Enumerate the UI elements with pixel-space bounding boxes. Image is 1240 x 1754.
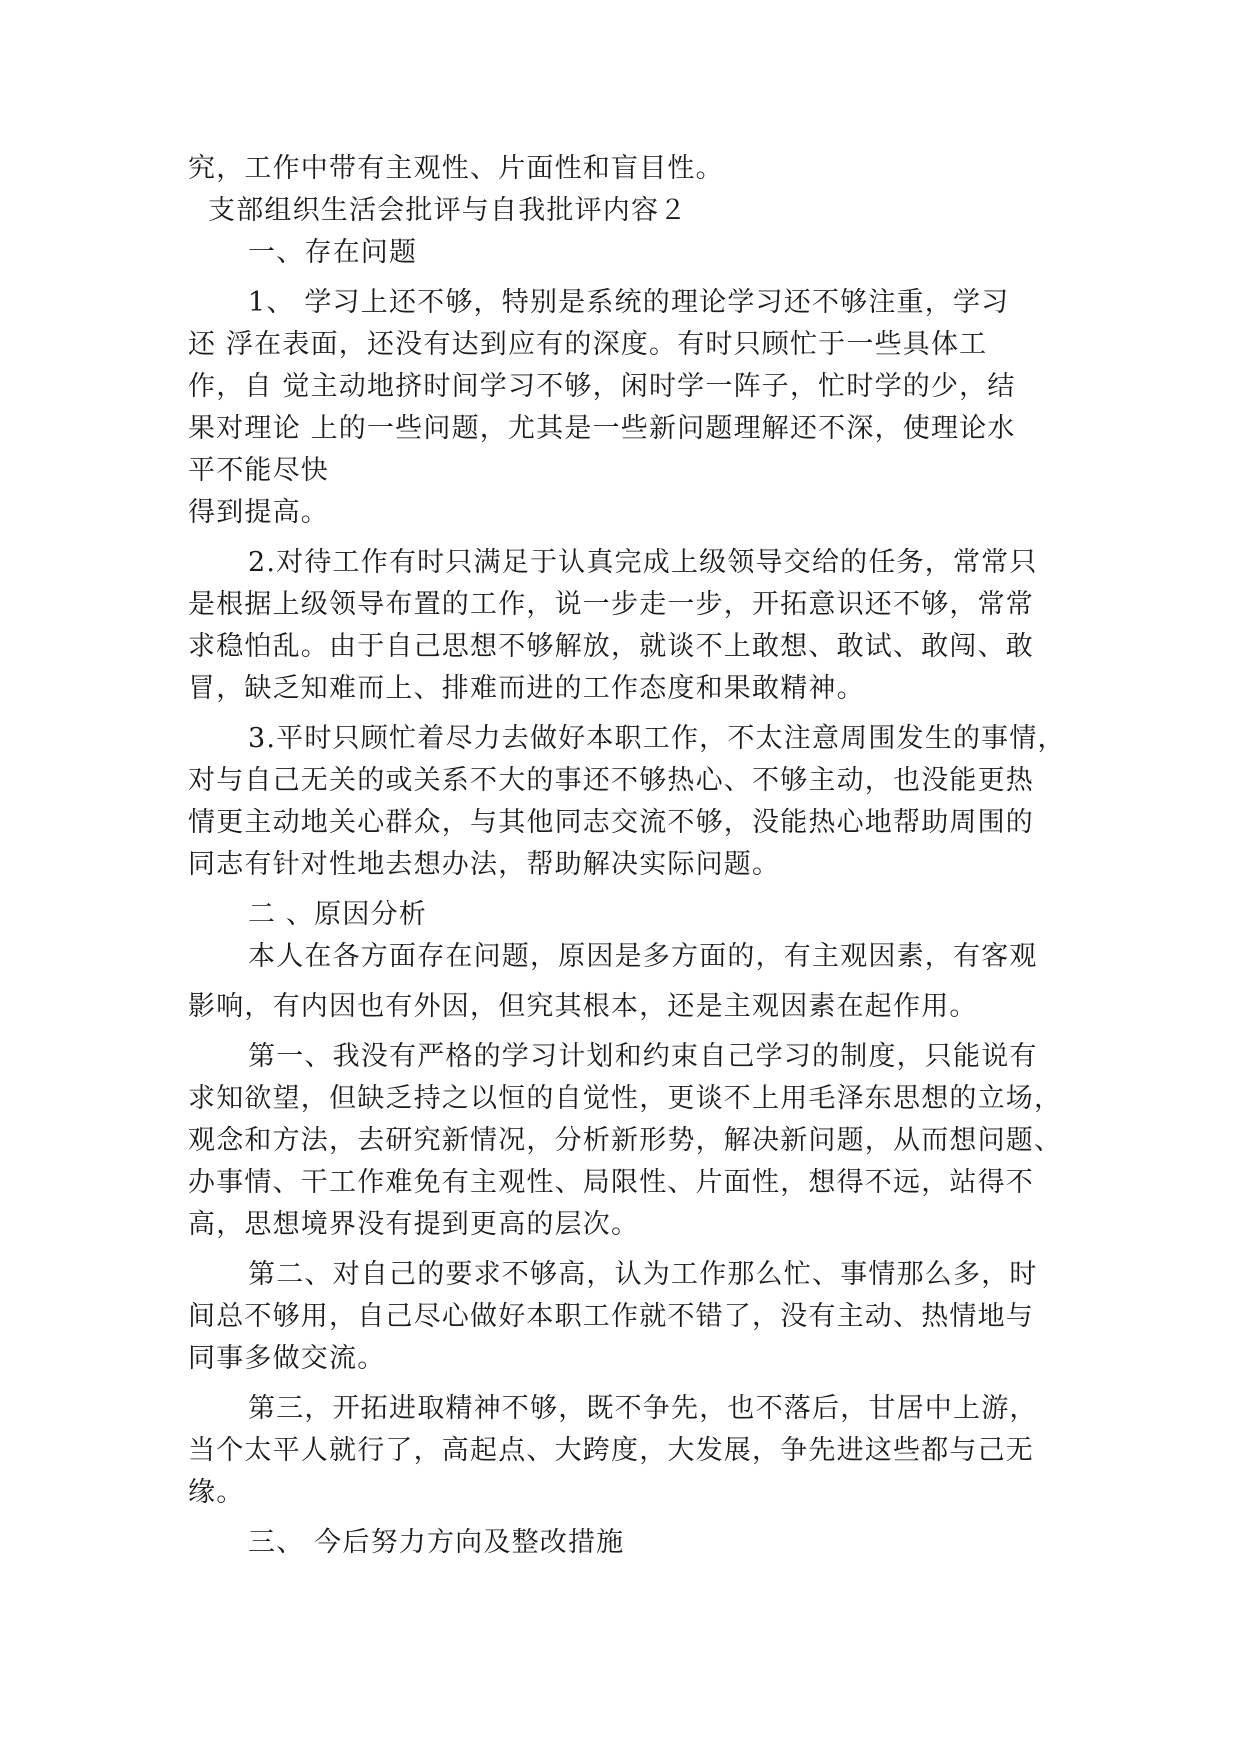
text-line: 当个太平人就行了，高起点、大跨度，大发展，争先进这些都与己无 — [188, 1435, 1034, 1466]
text-line: 间总不够用，自己尽心做好本职工作就不错了，没有主动、热情地与 — [188, 1301, 1034, 1332]
text-line: 对与自己无关的或关系不大的事还不够热心、不够主动，也没能更热 — [188, 765, 1034, 796]
text-line: 2.对待工作有时只满足于认真完成上级领导交给的任务，常常只 — [248, 547, 1038, 578]
text-line: 第三，开拓进取精神不够，既不争先，也不落后，甘居中上游， — [248, 1393, 1038, 1424]
text-line: 求稳怕乱。由于自己思想不够解放，就谈不上敢想、敢试、敢闯、敢 — [188, 631, 1034, 662]
text-line: 同事多做交流。 — [188, 1343, 386, 1374]
text-line: 情更主动地关心群众，与其他同志交流不够，没能热心地帮助周围的 — [188, 807, 1034, 838]
text-line: 缘。 — [188, 1477, 245, 1508]
section-heading: 三、 今后努力方向及整改措施 — [248, 1527, 625, 1558]
text-line: 高，思想境界没有提到更高的层次。 — [188, 1209, 640, 1240]
text-line: 果对理论 上的一些问题，尤其是一些新问题理解还不深，使理论水 — [188, 413, 1016, 444]
section-title: 支部组织生活会批评与自我批评内容２ — [208, 195, 688, 226]
text-line: 冒，缺乏知难而上、排难而进的工作态度和果敢精神。 — [188, 673, 865, 704]
text-line: 第一、我没有严格的学习计划和约束自己学习的制度，只能说有 — [248, 1041, 1038, 1072]
text-line: 本人在各方面存在问题，原因是多方面的，有主观因素，有客观 — [248, 941, 1038, 972]
text-line: 求知欲望，但缺乏持之以恒的自觉性，更谈不上用毛泽东思想的立场， — [188, 1083, 1063, 1114]
text-line: 平不能尽快 — [188, 455, 329, 486]
text-line: 办事情、干工作难免有主观性、局限性、片面性，想得不远，站得不 — [188, 1167, 1034, 1198]
text-line: 得到提高。 — [188, 497, 329, 528]
text-line: 3.平时只顾忙着尽力去做好本职工作，不太注意周围发生的事情， — [248, 723, 1066, 754]
text-line: 究，工作中带有主观性、片面性和盲目性。 — [188, 153, 724, 184]
text-line: 同志有针对性地去想办法，帮助解决实际问题。 — [188, 849, 781, 880]
text-line: 还 浮在表面，还没有达到应有的深度。有时只顾忙于一些具体工 — [188, 329, 988, 360]
text-line: 是根据上级领导布置的工作，说一步走一步，开拓意识还不够，常常 — [188, 589, 1034, 620]
text-line: 1、 学习上还不够，特别是系统的理论学习还不够注重，学习 — [248, 287, 1010, 318]
document-body — [188, 148, 1066, 1564]
text-line: 观念和方法，去研究新情况，分析新形势，解决新问题，从而想问题、 — [188, 1125, 1063, 1156]
text-line: 影响，有内因也有外因，但究其根本，还是主观因素在起作用。 — [188, 991, 978, 1022]
text-line: 第二、对自己的要求不够高，认为工作那么忙、事情那么多，时 — [248, 1259, 1038, 1290]
section-heading: 一、存在问题 — [248, 237, 418, 268]
section-heading: 二 、原因分析 — [248, 899, 427, 930]
text-line: 作，自 觉主动地挤时间学习不够，闲时学一阵子，忙时学的少，结 — [188, 371, 1016, 402]
